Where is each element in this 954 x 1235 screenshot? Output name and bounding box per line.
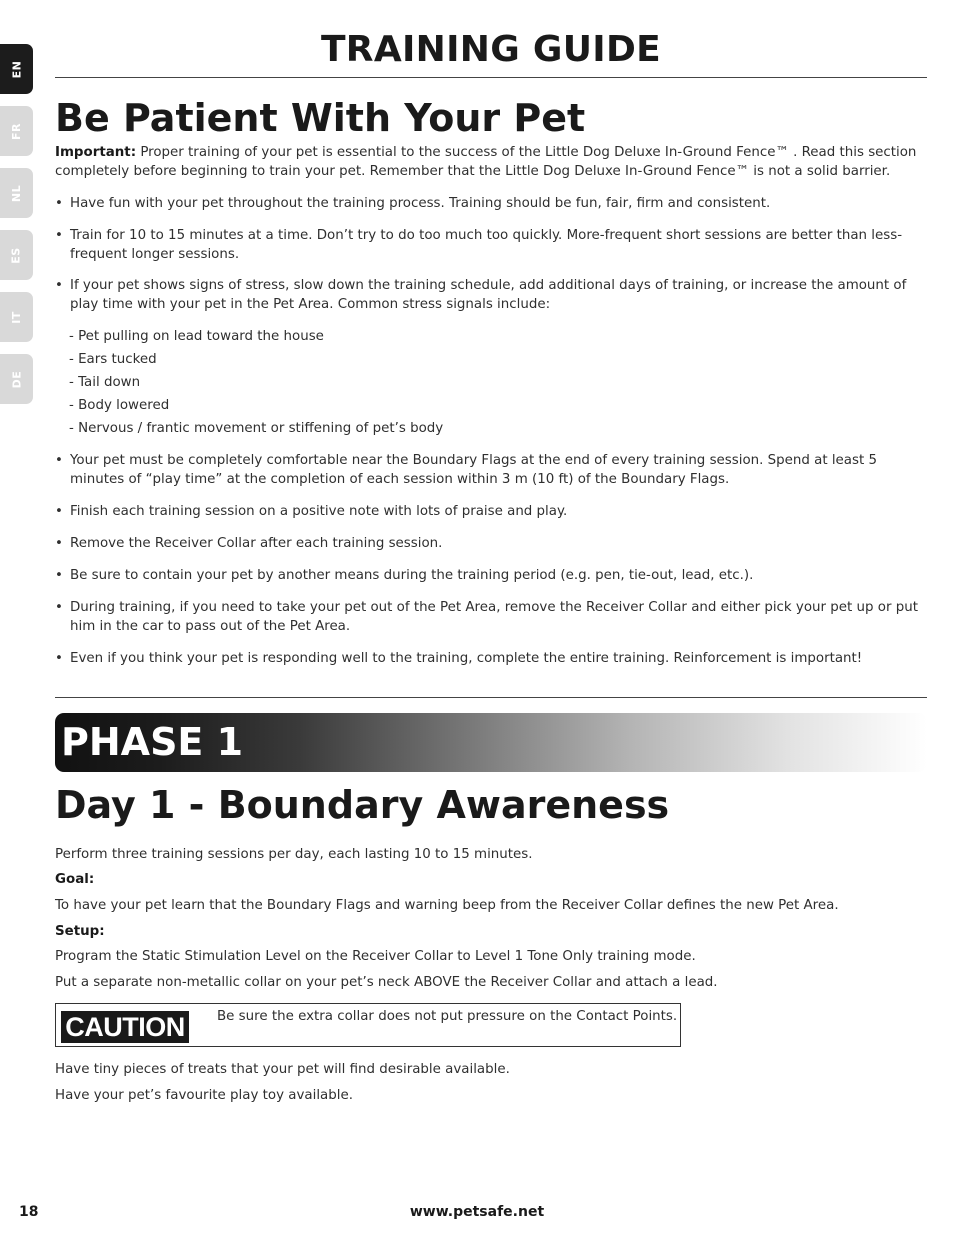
bullet-line: Have fun with your pet throughout the training process. Training should be fun, fair, firm and consistent. — [70, 196, 771, 211]
footer-url: www.petsafe.net — [409, 1204, 545, 1220]
bullet-item: • Have fun with your pet throughout the training process. Training should be fun, fair, firm and consistent. — [55, 194, 927, 213]
language-tab-nl[interactable] — [0, 168, 33, 218]
language-tab-it[interactable] — [0, 292, 33, 342]
bullet-line: play time with your pet in the Pet Area. Common stress signals include: — [70, 297, 551, 312]
phase-banner — [55, 713, 927, 772]
language-tab-label: IT — [9, 310, 23, 324]
important-line-1 — [55, 143, 927, 162]
bullet-line: frequent longer sessions. — [70, 247, 240, 262]
setup-step: Have your pet’s favourite play toy available. — [55, 1088, 353, 1103]
language-tab-fr[interactable] — [0, 106, 33, 156]
language-tab-label: EN — [9, 60, 23, 78]
setup-step: Program the Static Stimulation Level on the Receiver Collar to Level 1 Tone Only training mode. — [55, 949, 696, 964]
header-divider — [55, 77, 927, 78]
bullet-line: Even if you think your pet is responding well to the training, complete the entire training. Reinforcement is important! — [70, 651, 863, 666]
setup-step: Have tiny pieces of treats that your pet will find desirable available. — [55, 1062, 510, 1077]
important-paragraph — [55, 143, 927, 181]
language-tab-label: FR — [9, 122, 23, 140]
bullet-item: • Even if you think your pet is responding well to the training, complete the entire training. Reinforcement is important! — [55, 649, 927, 668]
caution-text: Be sure the extra collar does not put pressure on the Contact Points. — [217, 1009, 678, 1024]
goal-text: To have your pet learn that the Boundary Flags and warning beep from the Receiver Collar defines the new Pet Area. — [55, 898, 839, 913]
bullet-item: • Your pet must be completely comfortable near the Boundary Flags at the end of every training session. Spend at least 5 minutes of “play time” at the completion of each session within 3 m (10 ft) of the Boundary Flags. — [55, 451, 927, 489]
bullet-line: Finish each training session on a positive note with lots of praise and play. — [70, 504, 568, 519]
important-label: Important: — [55, 145, 137, 160]
bullet-line: minutes of “play time” at the completion of each session within 3 m (10 ft) of the Boundary Flags. — [70, 472, 730, 487]
bullet-line: Your pet must be completely comfortable near the Boundary Flags at the end of every training session. Spend at least 5 — [70, 453, 878, 468]
page-number: 18 — [19, 1204, 39, 1220]
stress-signal-item: - Nervous / frantic movement or stiffening of pet’s body — [69, 421, 444, 436]
section-divider — [55, 697, 927, 698]
goal-label: Goal: — [55, 872, 95, 887]
caution-badge — [61, 1011, 189, 1043]
bullet-item: • If your pet shows signs of stress, slow down the training schedule, add additional days of training, or increase the amount of play time with your pet in the Pet Area. Common stress signals include: — [55, 276, 927, 314]
setup-label: Setup: — [55, 924, 105, 939]
bullet-line: During training, if you need to take your pet out of the Pet Area, remove the Receiver Collar and either pick your pet up or put — [70, 600, 918, 615]
stress-signal-item: - Body lowered — [69, 398, 170, 413]
bullet-line: Be sure to contain your pet by another means during the training period (e.g. pen, tie-out, lead, etc.). — [70, 568, 754, 583]
bullet-item: • Remove the Receiver Collar after each training session. — [55, 534, 927, 553]
caution-box — [55, 1003, 681, 1047]
important-line-2: completely before beginning to train your pet. Remember that the Little Dog Deluxe In-Ground Fence™ is not a solid barrier. — [55, 164, 891, 179]
day-title: Day 1 - Boundary Awareness — [55, 783, 670, 827]
bullet-line: If your pet shows signs of stress, slow down the training schedule, add additional days of training, or increase the amount of — [70, 278, 907, 293]
setup-step: Put a separate non-metallic collar on your pet’s neck ABOVE the Receiver Collar and attach a lead. — [55, 975, 718, 990]
section-title: Be Patient With Your Pet — [55, 96, 586, 140]
bullet-line: Remove the Receiver Collar after each training session. — [70, 536, 443, 551]
language-tab-de[interactable] — [0, 354, 33, 404]
language-tab-label: NL — [10, 184, 23, 202]
bullet-line: Train for 10 to 15 minutes at a time. Don’t try to do too much too quickly. More-frequent short sessions are better than less- — [70, 228, 903, 243]
bullet-line: him in the car to pass out of the Pet Area. — [70, 619, 351, 634]
important-text: Proper training of your pet is essential to the success of the Little Dog Deluxe In-Ground Fence™ . Read this section — [136, 145, 917, 160]
language-tab-es[interactable] — [0, 230, 33, 280]
stress-signal-item: - Ears tucked — [69, 352, 157, 367]
phase-label: PHASE 1 — [61, 720, 244, 764]
bullet-item: • Finish each training session on a positive note with lots of praise and play. — [55, 502, 927, 521]
sessions-text: Perform three training sessions per day, each lasting 10 to 15 minutes. — [55, 847, 533, 862]
language-tab-label: DE — [10, 370, 23, 388]
caution-label: CAUTION — [65, 1012, 185, 1042]
bullet-item: • Be sure to contain your pet by another means during the training period (e.g. pen, tie-out, lead, etc.). — [55, 566, 927, 585]
stress-signal-item: - Tail down — [69, 375, 141, 390]
language-tab-en[interactable] — [0, 44, 33, 94]
stress-signal-item: - Pet pulling on lead toward the house — [69, 329, 324, 344]
language-tab-label: ES — [10, 246, 23, 264]
page-title: TRAINING GUIDE — [320, 29, 662, 70]
bullet-item: • Train for 10 to 15 minutes at a time. Don’t try to do too much too quickly. More-frequent short sessions are better than less- frequent longer sessions. — [55, 226, 927, 264]
bullet-item: • During training, if you need to take your pet out of the Pet Area, remove the Receiver Collar and either pick your pet up or put him in the car to pass out of the Pet Area. — [55, 598, 927, 636]
